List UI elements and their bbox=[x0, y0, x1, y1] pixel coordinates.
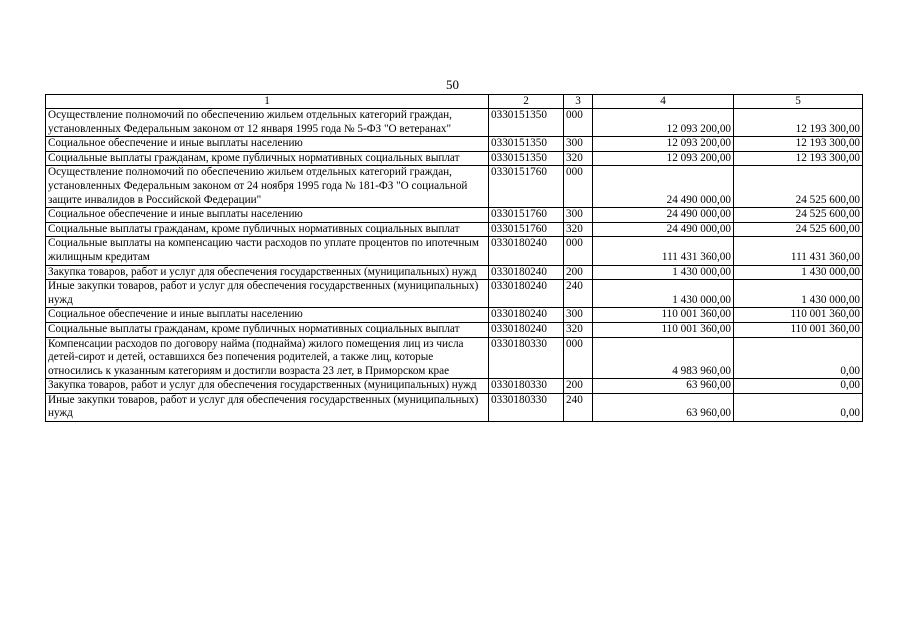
expense-name-cell: Компенсации расходов по договору найма (поднайма) жилого помещения лиц из числа детей-сирот и детей, оставшихся без попечения родителей, а также лиц, которые относились к указанным категориям и достигли возраста 23 лет, в Приморском крае bbox=[46, 337, 489, 379]
target-article-cell: 0330180240 bbox=[489, 265, 564, 280]
expense-name-cell: Осуществление полномочий по обеспечению жильем отдельных категорий граждан, установленных Федеральным законом от 24 ноября 1995 года № 181-ФЗ "О социальной защите инвалидов в Российской Федерации" bbox=[46, 166, 489, 208]
target-article-cell: 0330180240 bbox=[489, 308, 564, 323]
table-row bbox=[46, 222, 863, 237]
page-number: 50 bbox=[446, 77, 459, 92]
expense-name-cell: Иные закупки товаров, работ и услуг для обеспечения государственных (муниципальных) нужд bbox=[46, 393, 489, 421]
expense-type-cell: 320 bbox=[564, 151, 593, 166]
expense-name-cell: Социальные выплаты гражданам, кроме публичных нормативных социальных выплат bbox=[46, 151, 489, 166]
header-row bbox=[46, 95, 863, 109]
budget-table bbox=[45, 94, 863, 422]
amount-year1-cell: 4 983 960,00 bbox=[593, 337, 734, 379]
column-header-1: 1 bbox=[46, 95, 489, 109]
amount-year1-cell: 1 430 000,00 bbox=[593, 265, 734, 280]
table-row bbox=[46, 393, 863, 421]
amount-year1-cell: 63 960,00 bbox=[593, 379, 734, 394]
expense-type-cell: 300 bbox=[564, 137, 593, 152]
table-row bbox=[46, 151, 863, 166]
table-row bbox=[46, 109, 863, 137]
expense-type-cell: 320 bbox=[564, 322, 593, 337]
expense-name-cell: Социальные выплаты на компенсацию части расходов по уплате процентов по ипотечным жилищным кредитам bbox=[46, 237, 489, 265]
expense-type-cell: 320 bbox=[564, 222, 593, 237]
target-article-cell: 0330151350 bbox=[489, 109, 564, 137]
amount-year2-cell: 111 431 360,00 bbox=[734, 237, 863, 265]
column-header-5: 5 bbox=[734, 95, 863, 109]
expense-type-cell: 200 bbox=[564, 379, 593, 394]
amount-year2-cell: 24 525 600,00 bbox=[734, 166, 863, 208]
target-article-cell: 0330151760 bbox=[489, 222, 564, 237]
table-row bbox=[46, 379, 863, 394]
expense-type-cell: 300 bbox=[564, 208, 593, 223]
target-article-cell: 0330180330 bbox=[489, 379, 564, 394]
table-row bbox=[46, 308, 863, 323]
expense-name-cell: Социальное обеспечение и иные выплаты населению bbox=[46, 208, 489, 223]
table-row bbox=[46, 166, 863, 208]
expense-type-cell: 240 bbox=[564, 280, 593, 308]
amount-year2-cell: 110 001 360,00 bbox=[734, 308, 863, 323]
target-article-cell: 0330151350 bbox=[489, 137, 564, 152]
target-article-cell: 0330180330 bbox=[489, 337, 564, 379]
column-header-4: 4 bbox=[593, 95, 734, 109]
expense-name-cell: Закупка товаров, работ и услуг для обеспечения государственных (муниципальных) нужд bbox=[46, 379, 489, 394]
expense-name-cell: Осуществление полномочий по обеспечению жильем отдельных категорий граждан, установленных Федеральным законом от 12 января 1995 года № 5-ФЗ "О ветеранах" bbox=[46, 109, 489, 137]
table-row bbox=[46, 208, 863, 223]
amount-year2-cell: 0,00 bbox=[734, 379, 863, 394]
expense-name-cell: Иные закупки товаров, работ и услуг для обеспечения государственных (муниципальных) нужд bbox=[46, 280, 489, 308]
column-header-3: 3 bbox=[564, 95, 593, 109]
target-article-cell: 0330180240 bbox=[489, 322, 564, 337]
amount-year1-cell: 63 960,00 bbox=[593, 393, 734, 421]
amount-year2-cell: 24 525 600,00 bbox=[734, 208, 863, 223]
expense-name-cell: Социальное обеспечение и иные выплаты населению bbox=[46, 137, 489, 152]
expense-type-cell: 200 bbox=[564, 265, 593, 280]
table-row bbox=[46, 280, 863, 308]
expense-type-cell: 000 bbox=[564, 166, 593, 208]
table-body bbox=[46, 109, 863, 422]
amount-year1-cell: 110 001 360,00 bbox=[593, 308, 734, 323]
table-row bbox=[46, 322, 863, 337]
expense-type-cell: 000 bbox=[564, 337, 593, 379]
expense-name-cell: Закупка товаров, работ и услуг для обеспечения государственных (муниципальных) нужд bbox=[46, 265, 489, 280]
target-article-cell: 0330180240 bbox=[489, 237, 564, 265]
table-row bbox=[46, 237, 863, 265]
amount-year1-cell: 111 431 360,00 bbox=[593, 237, 734, 265]
target-article-cell: 0330180330 bbox=[489, 393, 564, 421]
amount-year1-cell: 12 093 200,00 bbox=[593, 137, 734, 152]
amount-year2-cell: 24 525 600,00 bbox=[734, 222, 863, 237]
amount-year2-cell: 1 430 000,00 bbox=[734, 280, 863, 308]
amount-year2-cell: 12 193 300,00 bbox=[734, 151, 863, 166]
amount-year2-cell: 12 193 300,00 bbox=[734, 109, 863, 137]
amount-year1-cell: 12 093 200,00 bbox=[593, 109, 734, 137]
target-article-cell: 0330180240 bbox=[489, 280, 564, 308]
expense-type-cell: 240 bbox=[564, 393, 593, 421]
amount-year1-cell: 12 093 200,00 bbox=[593, 151, 734, 166]
expense-name-cell: Социальное обеспечение и иные выплаты населению bbox=[46, 308, 489, 323]
amount-year1-cell: 24 490 000,00 bbox=[593, 222, 734, 237]
expense-type-cell: 300 bbox=[564, 308, 593, 323]
target-article-cell: 0330151350 bbox=[489, 151, 564, 166]
amount-year2-cell: 0,00 bbox=[734, 337, 863, 379]
column-header-2: 2 bbox=[489, 95, 564, 109]
amount-year1-cell: 24 490 000,00 bbox=[593, 208, 734, 223]
expense-name-cell: Социальные выплаты гражданам, кроме публичных нормативных социальных выплат bbox=[46, 322, 489, 337]
target-article-cell: 0330151760 bbox=[489, 208, 564, 223]
amount-year1-cell: 1 430 000,00 bbox=[593, 280, 734, 308]
table-row bbox=[46, 337, 863, 379]
amount-year2-cell: 12 193 300,00 bbox=[734, 137, 863, 152]
amount-year1-cell: 110 001 360,00 bbox=[593, 322, 734, 337]
expense-type-cell: 000 bbox=[564, 109, 593, 137]
expense-type-cell: 000 bbox=[564, 237, 593, 265]
table-row bbox=[46, 265, 863, 280]
amount-year2-cell: 1 430 000,00 bbox=[734, 265, 863, 280]
amount-year2-cell: 0,00 bbox=[734, 393, 863, 421]
target-article-cell: 0330151760 bbox=[489, 166, 564, 208]
expense-name-cell: Социальные выплаты гражданам, кроме публичных нормативных социальных выплат bbox=[46, 222, 489, 237]
amount-year2-cell: 110 001 360,00 bbox=[734, 322, 863, 337]
table-row bbox=[46, 137, 863, 152]
amount-year1-cell: 24 490 000,00 bbox=[593, 166, 734, 208]
